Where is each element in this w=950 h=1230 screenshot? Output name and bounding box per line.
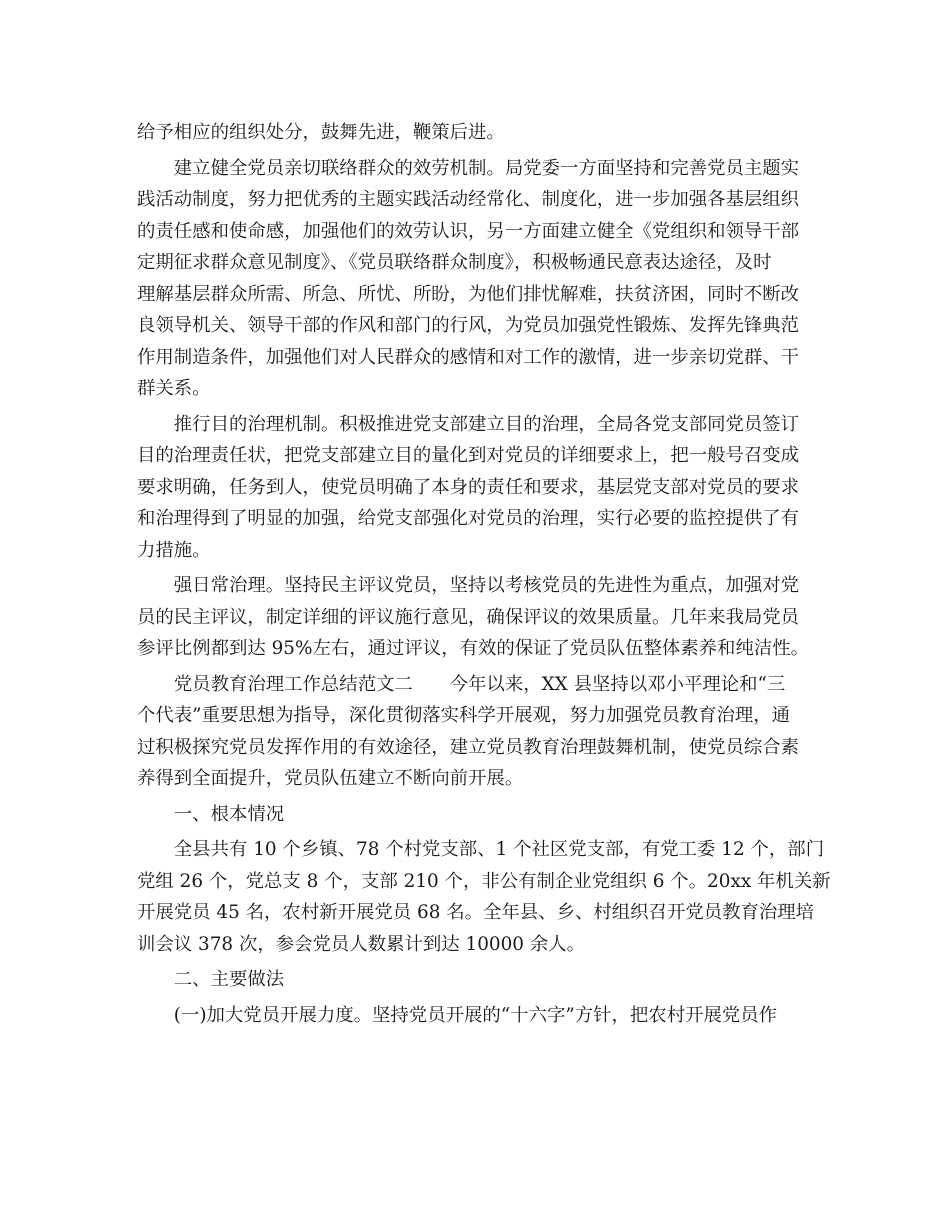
text-line: 理解基层群众所需、所急、所忧、所盼，为他们排忧解难，扶贫济困，同时不断改 <box>137 283 800 305</box>
text-line: 开展党员 45 名，农村新开展党员 68 名。全年县、乡、村组织召开党员教育治理培 <box>137 902 815 923</box>
paragraph <box>137 409 813 567</box>
paragraph <box>137 834 831 960</box>
text-line: 目的治理责任状，把党支部建立目的量化到对党员的详细要求上，把一般号召变成 <box>137 445 800 466</box>
text-line: 一、根本情况 <box>137 803 285 825</box>
text-line: 强日常治理。坚持民主评议党员，坚持以考核党员的先进性为重点，加强对党 <box>137 575 800 596</box>
text-line: 良领导机关、领导干部的作风和部门的行风，为党员加强党性锻炼、发挥先锋典范 <box>137 315 800 336</box>
text-line: 推行目的治理机制。积极推进党支部建立目的治理，全局各党支部同党员签订 <box>137 413 800 435</box>
text-line: 过积极探究党员发挥作用的有效途径，建立党员教育治理鼓舞机制，使党员综合素 <box>137 736 800 758</box>
paragraph <box>137 117 813 149</box>
text-line: 力措施。 <box>137 539 211 561</box>
text-line: 训会议 378 次，参会党员人数累计到达 10000 余人。 <box>137 933 586 955</box>
text-line: 群关系。 <box>137 378 211 399</box>
text-line: 个代表”重要思想为指导，深化贯彻落实科学开展观，努力加强党员教育治理，通 <box>137 705 791 726</box>
paragraph <box>137 1000 813 1032</box>
paragraph <box>137 799 813 831</box>
text-line: 和治理得到了明显的加强，给党支部强化对党员的治理，实行必要的监控提供了有 <box>137 508 800 529</box>
text-line: 践活动制度，努力把优秀的主题实践活动经常化、制度化，进一步加强各基层组织 <box>137 189 800 210</box>
text-line: 作用制造条件，加强他们对人民群众的感情和对工作的激情，进一步亲切党群、干 <box>137 346 800 368</box>
text-line: 定期征求群众意见制度》、《党员联络群众制度》，积极畅通民意表达途径，及时 <box>137 252 772 273</box>
text-line: 全县共有 10 个乡镇、78 个村党支部、1 个社区党支部，有党工委 12 个，部门 <box>137 839 825 860</box>
text-line: 二、主要做法 <box>137 969 285 990</box>
text-line: 养得到全面提升，党员队伍建立不断向前开展。 <box>137 768 524 789</box>
paragraph <box>137 669 813 795</box>
paragraph <box>137 153 813 405</box>
text-line: 党员教育治理工作总结范文二 今年以来，XX 县坚持以邓小平理论和“三 <box>137 673 786 695</box>
text-line: 党组 26 个，党总支 8 个，支部 210 个，非公有制企业党组织 6 个。20xx 年机关新 <box>137 870 831 892</box>
text-line: 参评比例都到达 95%左右，通过评议，有效的保证了党员队伍整体素养和纯洁性。 <box>137 638 810 659</box>
text-line: 要求明确，任务到人，使党员明确了本身的责任和要求，基层党支部对党员的要求 <box>137 476 800 498</box>
text-line: 员的民主评议，制定详细的评议施行意见，确保评议的效果质量。几年来我局党员 <box>137 606 800 628</box>
text-line: 建立健全党员亲切联络群众的效劳机制。局党委一方面坚持和完善党员主题实 <box>137 157 800 179</box>
paragraph <box>137 964 813 996</box>
document-body <box>137 117 831 1031</box>
text-line: 给予相应的组织处分，鼓舞先进，鞭策后进。 <box>137 122 505 143</box>
text-line: 的责任感和使命感，加强他们的效劳认识，另一方面建立健全《党组织和领导干部 <box>137 220 800 242</box>
text-line: (一)加大党员开展力度。坚持党员开展的“十六字”方针，把农村开展党员作 <box>137 1004 778 1026</box>
paragraph <box>137 570 813 665</box>
